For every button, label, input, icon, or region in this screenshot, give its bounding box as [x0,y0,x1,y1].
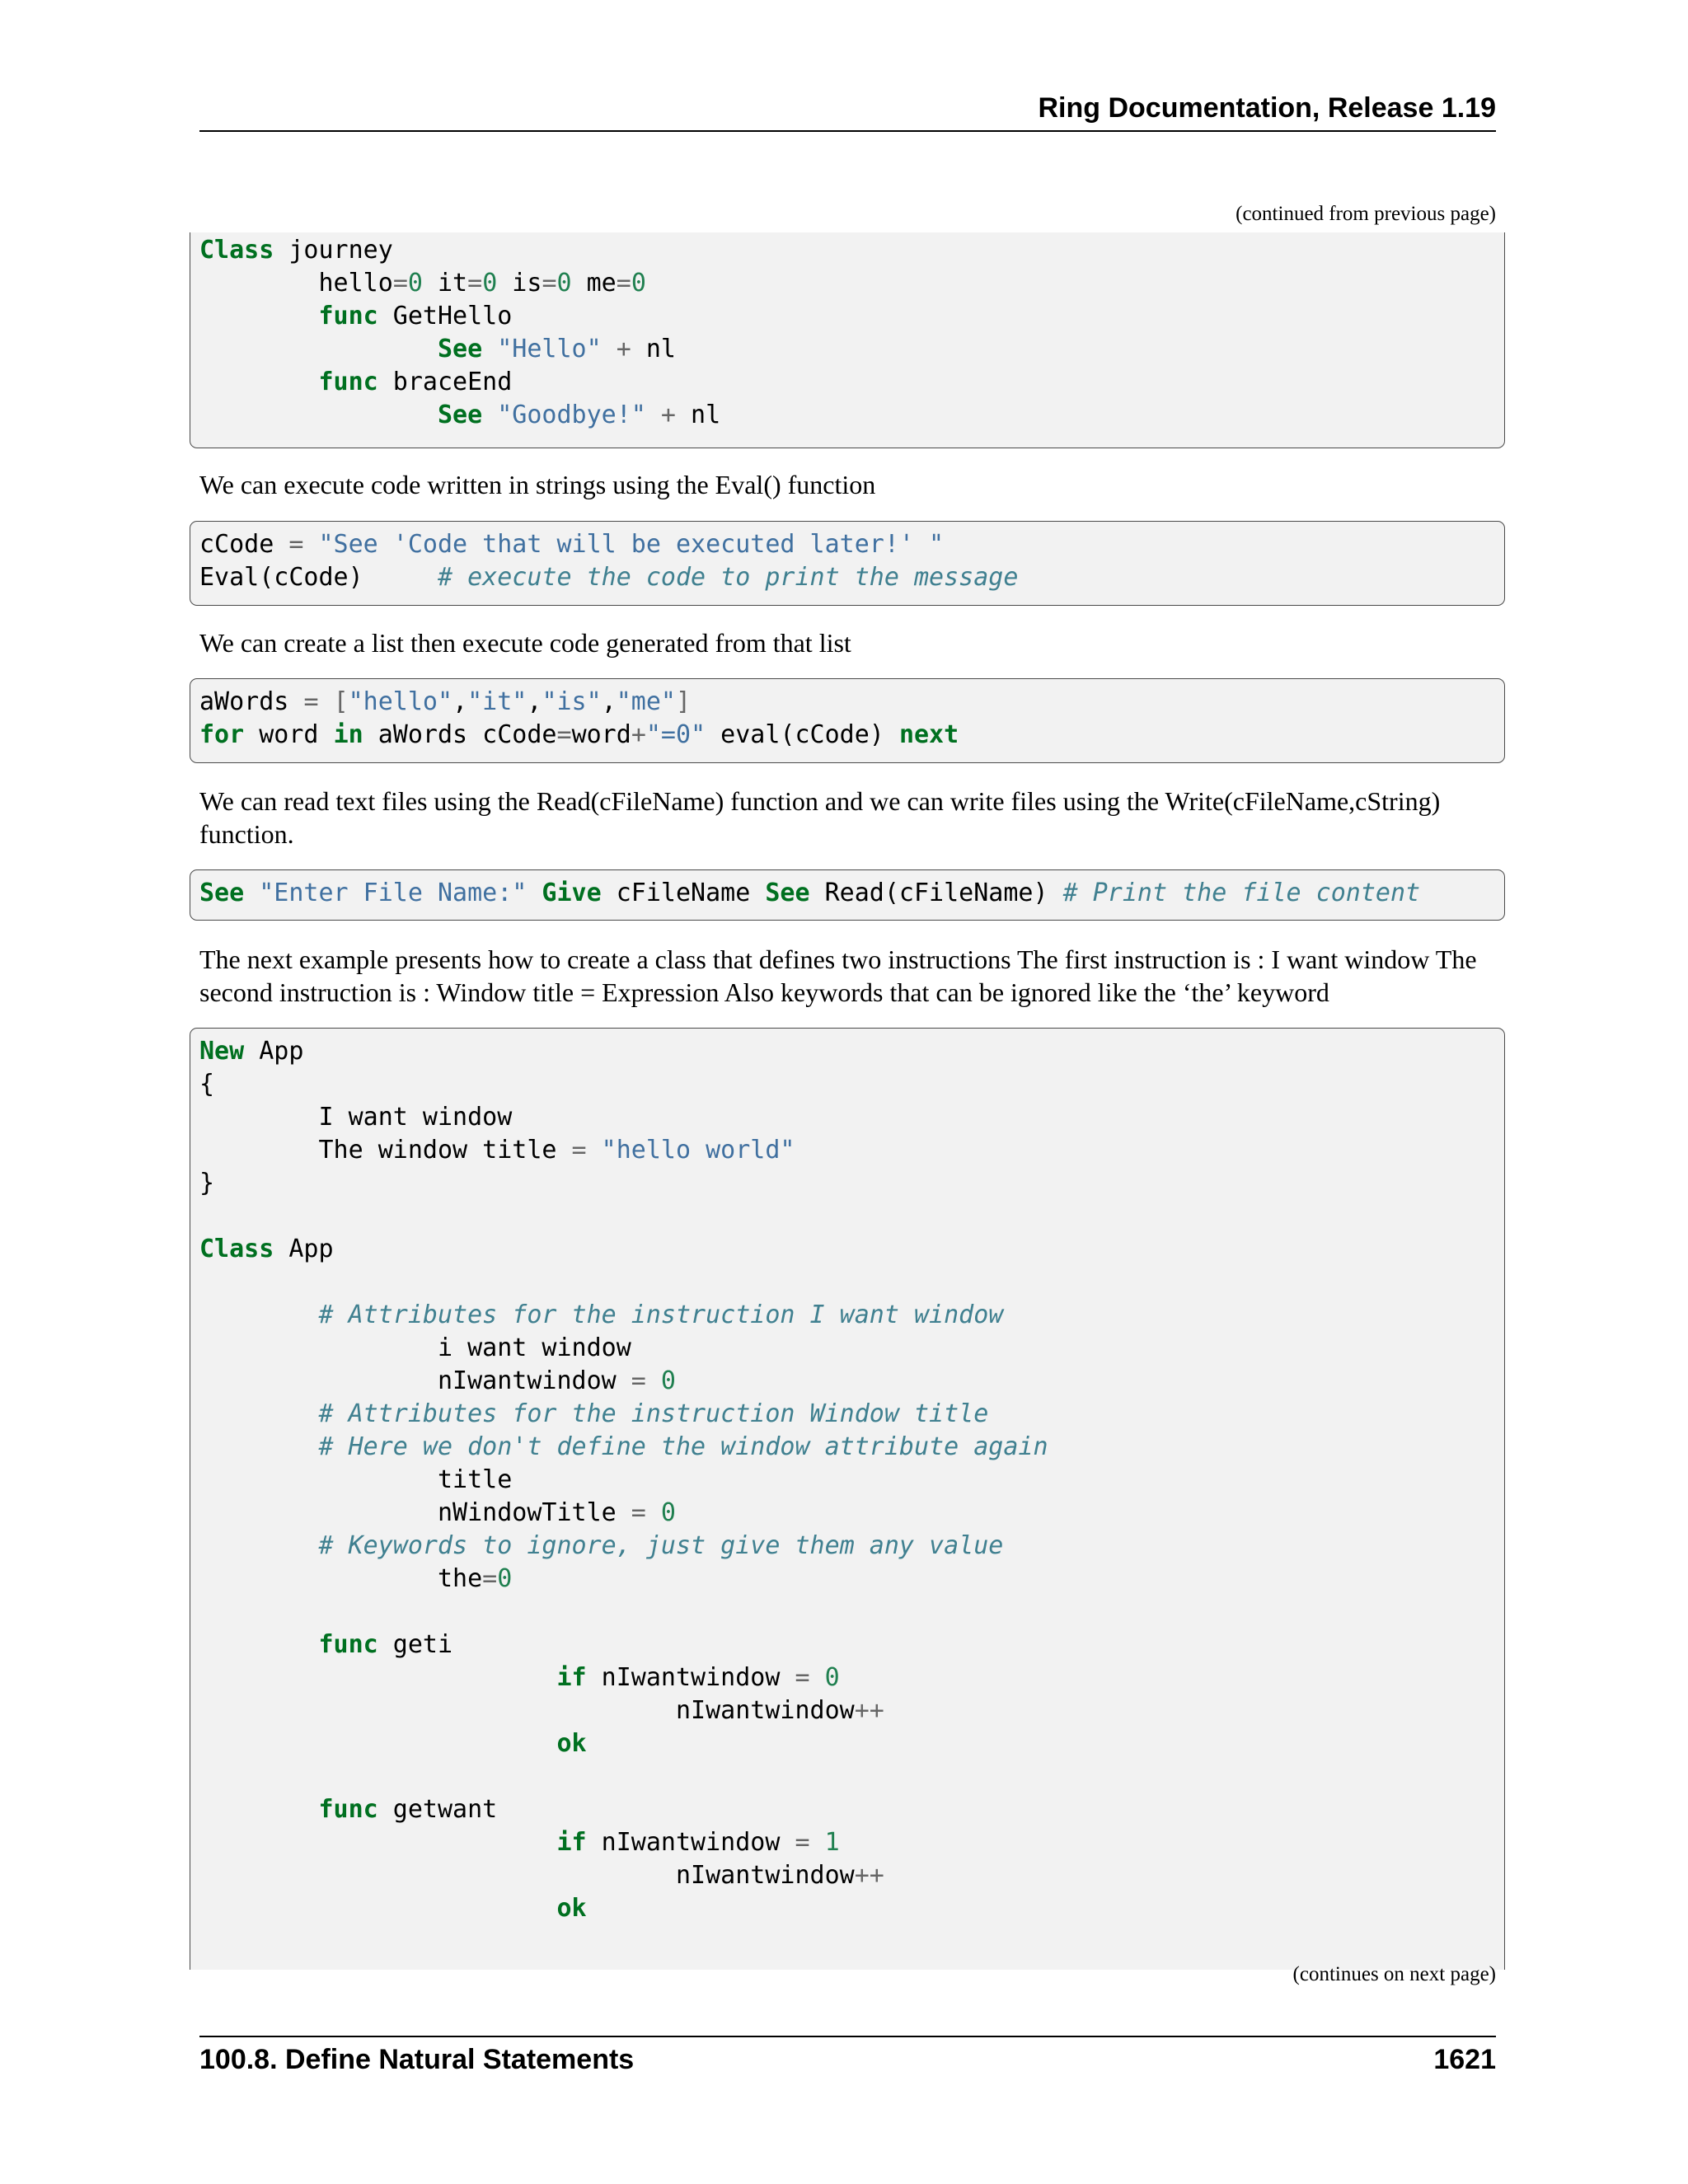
code-line [199,1233,1504,1266]
code-token: braceEnd [377,368,513,396]
code-token: is [497,269,542,298]
code-line [199,1101,1504,1134]
code-token: for [199,720,245,749]
code-line [199,300,1504,333]
code-line [199,234,1504,267]
code-token [602,335,617,363]
code-line [199,1629,1504,1661]
code-token: + [660,401,676,429]
code-line [199,399,1504,432]
code-token: title [199,1465,513,1494]
code-token: = [795,1828,810,1857]
code-token: See [765,879,810,907]
code-token: "me" [616,687,676,716]
code-token: 0 [660,1366,676,1395]
code-token: { [199,1070,215,1099]
code-token: cFileName [601,879,766,907]
code-line [199,1727,1504,1760]
code-token: next [898,720,959,749]
footer-rule [199,2036,1496,2037]
code-token: See [437,401,483,429]
code-token: 1 [824,1828,840,1857]
code-token: = [631,1498,646,1527]
code-token [303,530,318,559]
code-line [199,1859,1504,1892]
code-token: 0 [482,269,498,298]
code-token: + [616,335,631,363]
code-token: word [244,720,334,749]
code-line [199,1793,1504,1826]
code-token: = [571,1136,587,1165]
code-token: geti [377,1630,453,1659]
code-token [319,687,334,716]
code-token [482,401,497,429]
code-token [646,1498,661,1527]
paragraph-eval-intro: We can execute code written in strings using the Eval() function [199,470,876,499]
code-token: } [199,1169,215,1197]
code-token [199,1663,556,1692]
code-block-natural-app [190,1028,1505,1970]
code-token [199,335,438,363]
code-line [199,1332,1504,1365]
code-token: # Here we don't define the window attribute again [318,1432,1048,1461]
code-token: App [244,1037,304,1066]
code-line [199,267,1504,300]
code-line [199,686,1504,719]
code-token: the [199,1564,483,1593]
code-token [199,1301,319,1329]
code-block-journey [190,232,1505,448]
code-line [199,1365,1504,1398]
code-line [199,1200,1504,1233]
code-token: "See 'Code that will be executed later!' " [318,530,945,559]
code-token [199,1432,319,1461]
code-token: "Hello" [497,335,602,363]
code-token: 0 [660,1498,676,1527]
paragraph-list-intro: We can create a list then execute code generated from that list [199,628,851,658]
code-token: in [333,720,363,749]
code-token: 0 [824,1663,840,1692]
code-token: + [631,720,646,749]
code-line [199,1167,1504,1200]
code-token: = [795,1663,810,1692]
code-token: ++ [854,1696,884,1725]
paragraph-class-intro: The next example presents how to create a class that defines two instructions The first instruction is : I want window The second instruction is : Window title = Expression Also keywords that can be ignored like the ‘the’ keyword [199,944,1477,1007]
code-token [199,1399,319,1428]
code-token [482,335,497,363]
code-token: # Print the file content [1062,879,1421,907]
code-token: [ [333,687,349,716]
code-token: See [199,879,245,907]
code-token [199,1828,556,1857]
code-token [810,1828,825,1857]
code-line [199,366,1504,399]
code-token: it [422,269,468,298]
code-block-read-file [190,869,1505,921]
footer-section-title: 100.8. Define Natural Statements [199,2044,635,2075]
code-token: ] [676,687,692,716]
code-token: nl [631,335,676,363]
code-token: if [556,1828,587,1857]
code-token: = [467,269,483,298]
code-token: "Goodbye!" [497,401,646,429]
code-token: 0 [556,269,572,298]
code-line [199,719,1504,752]
code-token [199,1531,319,1560]
code-line [199,1892,1504,1925]
code-token [646,1366,661,1395]
code-token: nIwantwindow [199,1696,855,1725]
code-token: Class [199,236,274,265]
code-line [199,1760,1504,1793]
code-token: # Attributes for the instruction Window title [318,1399,989,1428]
code-token: New [199,1037,245,1066]
code-token: "it" [467,687,528,716]
code-token: = [482,1564,498,1593]
continues-on-caption: (continues on next page) [1292,1963,1496,1985]
code-line [199,1596,1504,1629]
code-token: Class [199,1235,274,1263]
code-token: journey [274,236,393,265]
code-line [199,1068,1504,1101]
code-token: # Keywords to ignore, just give them any value [318,1531,1004,1560]
code-token [646,401,661,429]
code-token: 0 [631,269,646,298]
code-token: nIwantwindow [199,1366,631,1395]
continued-from-caption: (continued from previous page) [1236,203,1496,225]
code-token: nIwantwindow [586,1663,795,1692]
code-token: "hello world" [601,1136,795,1165]
code-token: i want window [199,1333,631,1362]
code-token [199,1729,556,1758]
code-line [199,1035,1504,1068]
code-line [199,1563,1504,1596]
code-token: func [318,1795,378,1824]
code-token [244,879,259,907]
code-token: GetHello [377,302,513,330]
code-token [527,879,542,907]
code-token: 0 [497,1564,513,1593]
code-token: nl [675,401,721,429]
code-token: ++ [854,1861,884,1890]
code-token: if [556,1663,587,1692]
code-line [199,1464,1504,1497]
code-token: func [318,1630,378,1659]
code-token: , [527,687,542,716]
code-token: = [556,720,572,749]
code-token: , [452,687,468,716]
code-token: App [274,1235,334,1263]
code-token: Give [542,879,602,907]
running-header: Ring Documentation, Release 1.19 [1038,92,1496,124]
code-line [199,1398,1504,1431]
code-token: func [318,302,378,330]
code-token: ok [556,1729,587,1758]
code-line [199,1134,1504,1167]
code-token [199,401,438,429]
code-block-list [190,678,1505,763]
code-token: hello [199,269,393,298]
footer-page-number: 1621 [1433,2044,1496,2075]
code-token: Eval(cCode) [199,563,438,592]
code-line [199,1530,1504,1563]
code-token: = [288,530,304,559]
code-token: , [601,687,617,716]
code-token: cCode [199,530,289,559]
code-token: nIwantwindow [586,1828,795,1857]
code-token: 0 [407,269,423,298]
code-line [199,877,1504,910]
code-line [199,1497,1504,1530]
code-token: Read(cFileName) [809,879,1063,907]
code-line [199,333,1504,366]
code-token: nWindowTitle [199,1498,631,1527]
code-token: # Attributes for the instruction I want window [318,1301,1004,1329]
code-token [810,1663,825,1692]
code-token: ok [556,1894,587,1923]
code-token: "Enter File Name:" [259,879,528,907]
code-token: = [616,269,631,298]
code-token [199,1894,556,1923]
code-token: word [571,720,631,749]
code-line [199,1431,1504,1464]
code-token: "=0" [645,720,706,749]
code-line [199,1694,1504,1727]
code-token: "hello" [348,687,453,716]
code-token [199,1795,319,1824]
code-token: I want window [199,1103,513,1132]
code-token [199,1630,319,1659]
code-token: aWords [199,687,304,716]
code-token: getwant [377,1795,498,1824]
code-token: The window title [199,1136,572,1165]
code-token: = [392,269,408,298]
code-token [199,368,319,396]
code-token: nIwantwindow [199,1861,855,1890]
code-line [199,528,1504,561]
paragraph-files-intro: We can read text files using the Read(cFileName) function and we can write files using the Write(cFileName,cString) function. [199,786,1441,849]
code-token: = [303,687,319,716]
code-line [199,1299,1504,1332]
code-token: = [542,269,557,298]
code-token: # execute the code to print the message [437,563,1019,592]
code-line [199,1826,1504,1859]
code-token: = [631,1366,646,1395]
code-token: func [318,368,378,396]
code-line [199,1661,1504,1694]
code-token: me [571,269,617,298]
code-line [199,1266,1504,1299]
code-token: See [437,335,483,363]
header-rule [199,130,1496,132]
code-token [587,1136,602,1165]
code-line [199,561,1504,594]
code-block-eval [190,521,1505,606]
code-token: aWords cCode [363,720,557,749]
code-token: eval(cCode) [706,720,899,749]
code-token [199,302,319,330]
code-token: "is" [542,687,602,716]
